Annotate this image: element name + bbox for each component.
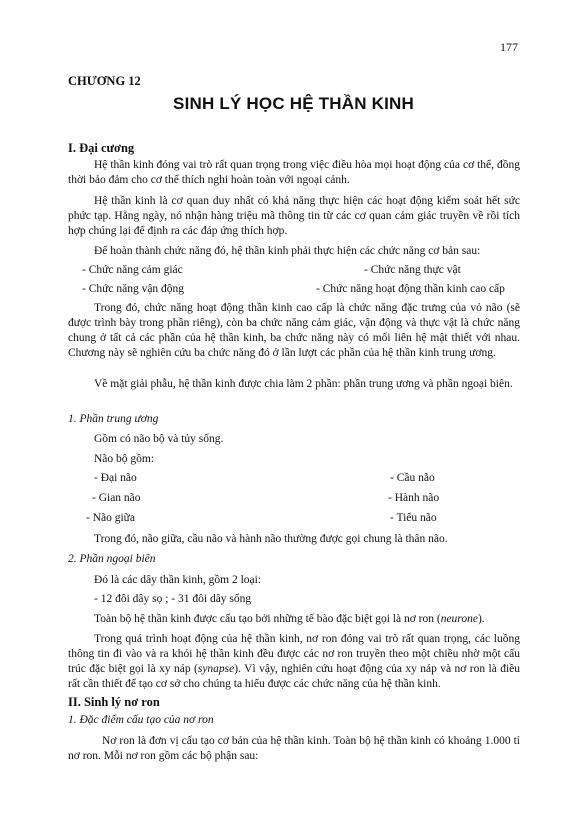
page-title: SINH LÝ HỌC HỆ THẦN KINH (173, 94, 414, 113)
text-run: Toàn bộ hệ thần kinh được cấu tạo bởi những tế bào đặc biệt gọi là nơ ron ( (94, 613, 441, 625)
section-heading: I. Đại cương (68, 141, 135, 155)
subsection-heading: 1. Đặc điểm cấu tạo của nơ ron (68, 714, 214, 726)
paragraph: Để hoàn thành chức năng đó, hệ thần kinh phải thực hiện các chức năng cơ bản sau: (94, 245, 481, 257)
paragraph: Hệ thần kinh là cơ quan duy nhất có khả năng thực hiện các hoạt động kiểm soát hết sức phức tạp. Hằng ngày, nó nhận hàng triệu mã thông tin từ các cơ quan cảm giác truyền về rồi tích hợp chúng lại để định ra các đáp ứng thích hợp. (68, 195, 520, 237)
paragraph: Não bộ gồm: (94, 453, 155, 465)
list-item: - Hành não (388, 492, 440, 504)
page-number: 177 (500, 40, 518, 54)
paragraph: Về mặt giải phẫu, hệ thần kinh được chia làm 2 phần: phần trung ương và phần ngoại biên. (94, 378, 513, 390)
paragraph: Trong đó, chức năng hoạt động thần kinh cao cấp là chức năng đặc trưng của vỏ não (sẽ được trình bày trong phần riêng), còn ba chức năng cảm giác, vận động và thực vật là chức năng chung ở tất cả các phần của hệ thần kinh, ba chức năng này có mối liên hệ mật thiết với nhau. Chương này sẽ nghiên cứu ba chức năng đó ở lần lượt các phần của hệ thần kinh trung ương. (68, 302, 520, 359)
subsection-heading: 2. Phần ngoại biên (68, 553, 156, 565)
paragraph (94, 612, 485, 627)
paragraph: Gồm có não bộ và tủy sống. (94, 433, 224, 445)
text-run: ). (477, 613, 485, 625)
list-item: - Đại não (94, 472, 137, 484)
list-item: - Gian não (92, 492, 141, 504)
paragraph: - 12 đôi dây sọ ; - 31 đôi dây sống (94, 593, 252, 605)
list-item: - Tiểu não (390, 512, 437, 524)
list-item: - Chức năng cảm giác (82, 264, 183, 276)
term-neurone: neurone (440, 613, 478, 625)
paragraph: Nơ ron là đơn vị cấu tạo cơ bản của hệ thần kinh. Toàn bộ hệ thần kinh có khoảng 1.000 tỉ nơ ron. Mỗi nơ ron gồm các bộ phận sau: (68, 735, 520, 762)
list-item: - Não giữa (86, 512, 136, 524)
term-synapse: synapse (197, 663, 235, 675)
paragraph: Trong đó, não giữa, cầu não và hành não thường được gọi chung là thân não. (94, 533, 448, 545)
section-heading: II. Sinh lý nơ ron (68, 695, 160, 709)
list-item: - Chức năng thực vật (364, 264, 461, 276)
subsection-heading: 1. Phần trung ương (68, 413, 159, 425)
paragraph: Đó là các dây thần kinh, gồm 2 loại: (94, 574, 262, 586)
paragraph: Hệ thần kinh đóng vai trò rất quan trọng trong việc điều hòa mọi hoạt động của cơ thể, đồng thời bảo đảm cho cơ thể thích nghi hoàn toàn với ngoại cảnh. (68, 159, 520, 186)
text-run: ). Vì vậy, nghiên cứu hoạt động của xy náp và nơ ron là điều rất cần thiết để tạo cơ sở cho chúng ta hiểu được các chức năng của hệ thần kinh. (68, 663, 521, 690)
chapter-label: CHƯƠNG 12 (68, 74, 141, 88)
text-run: Trong quá trình hoạt động của hệ thần kinh, nơ ron đóng vai trò rất quan trọng, các luồng thông tin đi vào và ra khỏi hệ thần kinh đều được các nơ ron truyền theo một chiều nhờ một cấu trúc đặc biệt gọi là xy náp ( (68, 633, 520, 675)
list-item: - Cầu não (390, 472, 435, 484)
list-item: - Chức năng vận động (82, 283, 185, 295)
list-item: - Chức năng hoạt động thần kinh cao cấp (316, 283, 505, 295)
paragraph (68, 632, 520, 692)
